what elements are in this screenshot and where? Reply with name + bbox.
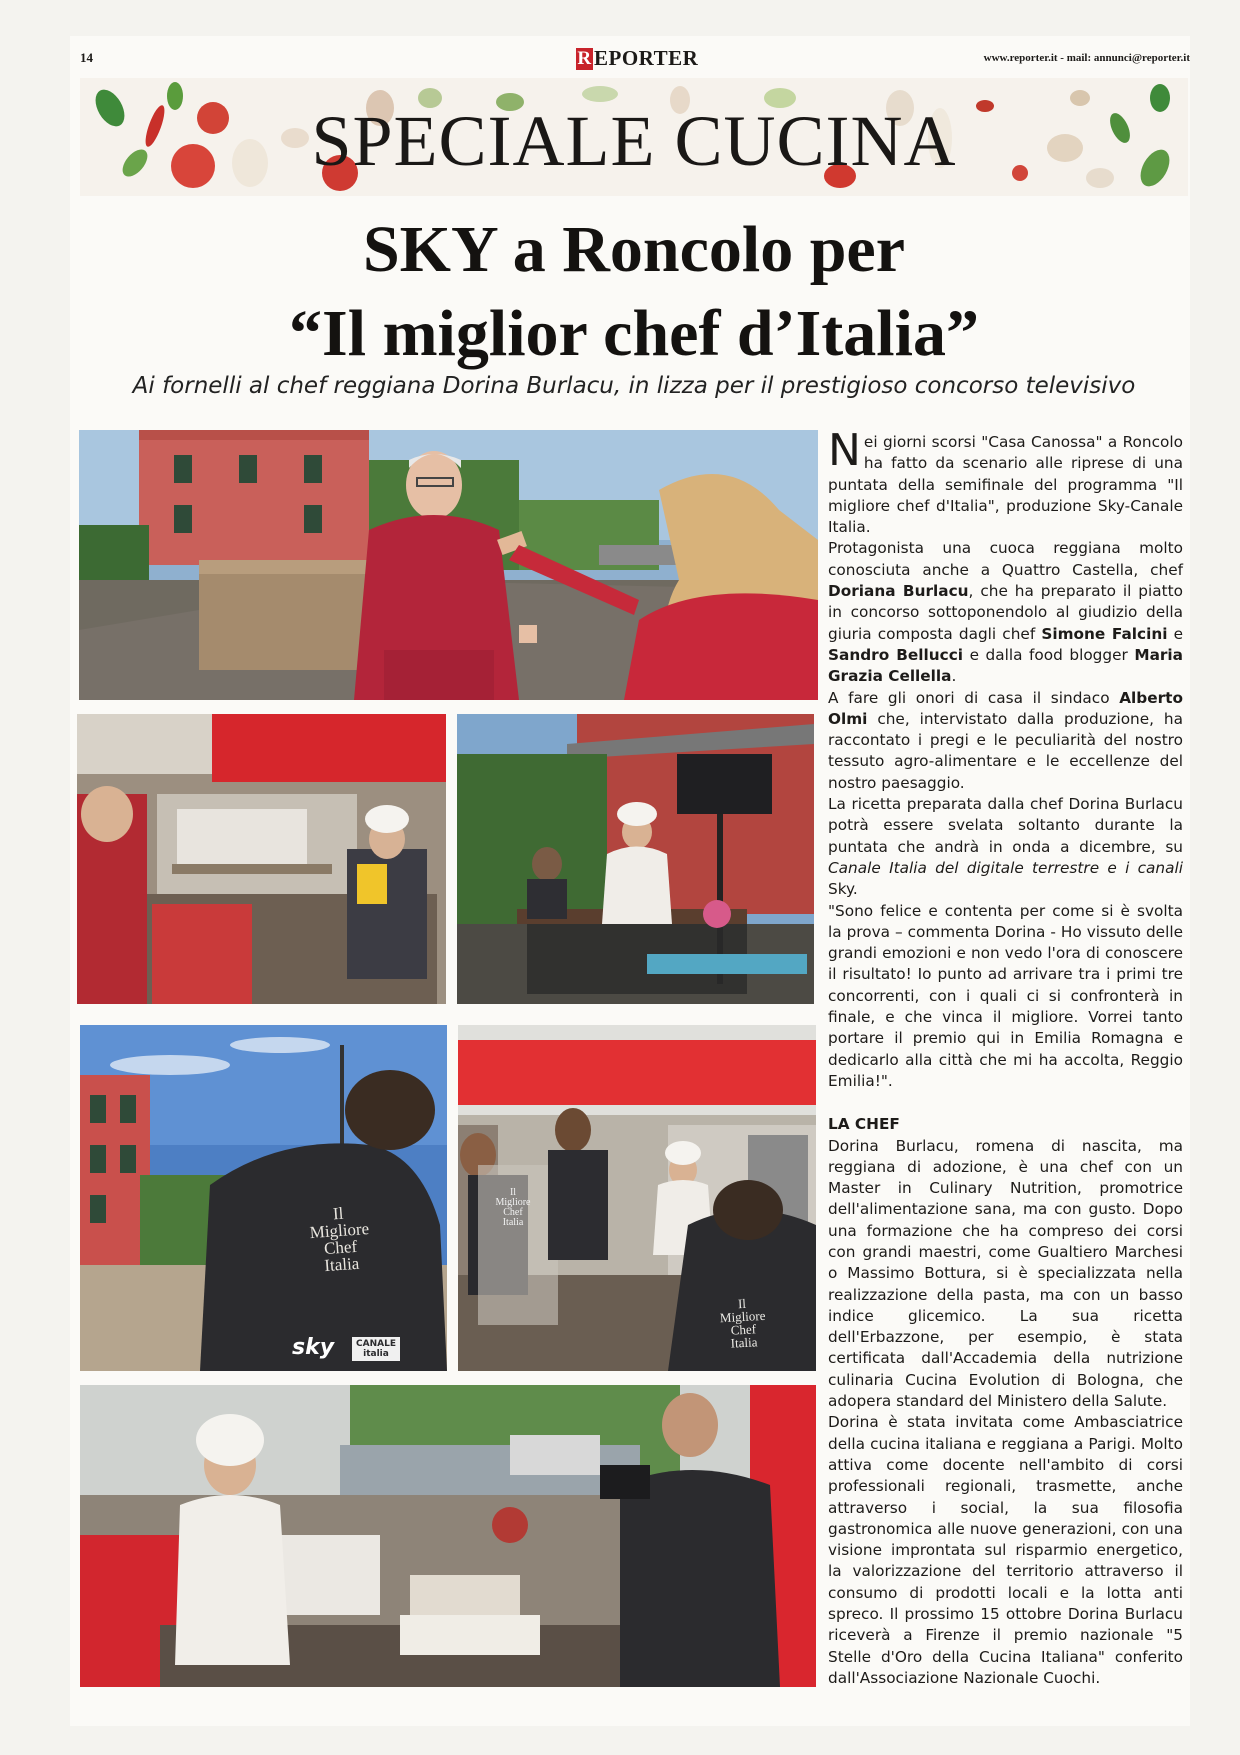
article-paragraph-6: Dorina Burlacu, romena di nascita, ma reggiana di adozione, è una chef con un Master in Culinary Nutrition, promotrice dell'alimentazione sana, ma con gusto. Dopo una formazione che ha compreso dei corsi con grandi maestri, come Gualtiero Marchesi o Massimo Bottura, si è specializzata nella realizzazione della pasta, ma con un basso indice glicemico. La sua ricetta dell'Erbazzone, per esempio, è stata certificata dall'Accademia della nutrizione culinaria Cucina Evolution di Bologna, che adopera standard del Ministero della Salute. (828, 1136, 1183, 1411)
photo-chef-outdoor-set (457, 714, 814, 1004)
article-body (828, 425, 1183, 1689)
photo-kitchen-prep (77, 714, 446, 1004)
section-banner (80, 78, 1188, 196)
drop-cap: N (828, 425, 861, 476)
sky-logo: sky (292, 1335, 335, 1360)
article-subheading: Ai fornelli al chef reggiana Dorina Burlacu, in lizza per il prestigioso concorso televisivo (132, 373, 1136, 399)
article-paragraph-2: Protagonista una cuoca reggiana molto conosciuta anche a Quattro Castella, chef Doriana Burlacu, che ha preparato il piatto in concorso sottoponendolo al giudizio della giuria composta dagli chef Simone Falcini e Sandro Bellucci e dalla food blogger Maria Grazia Cellella. (828, 539, 1183, 686)
tent-sign: Il Migliore Chef Italia (495, 1187, 531, 1228)
back-print: Il Migliore Chef Italia (719, 1295, 766, 1351)
photo-kitchen-filming (458, 1025, 816, 1371)
section-heading-la-chef: LA CHEF (828, 1115, 900, 1134)
page-header (80, 46, 1190, 72)
article-headline (80, 208, 1188, 376)
canale-italia-logo: CANALE italia (352, 1337, 400, 1361)
article-paragraph-5: "Sono felice e contenta per come si è svolta la prova – commenta Dorina - Ho vissuto delle grandi emozioni e non vedo l'ora di conoscere il risultato! Io punto ad arrivare tra i primi tre concorrenti, con i quali ci si confronterà in finale, e che vinca il migliore. Vorrei tanto portare il premio qui in Emilia Romagna e dedicarlo alla città che mi ha accolta, Reggio Emilia!". (828, 901, 1183, 1090)
masthead-initial: R (577, 47, 592, 69)
article-paragraph-7: Dorina è stata invitata come Ambasciatrice della cucina italiana e reggiana a Parigi. Molto attiva come docente nell'ambito di corsi professionali regionali, trasmette, anche attraverso i social, la sua filosofia gastronomica alle nuove generazioni, con una visione improntata sul risparmio energetico, la valorizzazione del territorio attraverso il consumo di prodotti locali e la lotta anti spreco. Il prossimo 15 ottobre Dorina Burlacu riceverà a Firenze il premio nazionale "5 Stelle d'Oro della Cucina Italiana" conferito dall'Associazione Nazionale Cuochi. (828, 1413, 1183, 1687)
photo-chef-cooking (80, 1385, 816, 1687)
masthead-logo (576, 46, 698, 71)
masthead-name: EPORTER (594, 46, 699, 70)
headline-line-1: SKY a Roncolo per (362, 213, 906, 286)
headline-line-2: “Il miglior chef d’Italia” (289, 297, 979, 370)
section-title: SPECIALE CUCINA (311, 101, 957, 181)
photo-crew-apron (80, 1025, 447, 1371)
article-paragraph-3: A fare gli onori di casa il sindaco Alberto Olmi che, intervistato dalla produzione, ha raccontato i pregi e le peculiarità del nostro tessuto agro-alimentare e le eccellenze del nostro paesaggio. (828, 688, 1183, 792)
apron-print: Il Migliore Chef Italia (309, 1203, 370, 1276)
photo-mayor-interview (79, 430, 818, 700)
page-number: 14 (80, 50, 93, 65)
header-contacts: www.reporter.it - mail: annunci@reporter.it (983, 52, 1190, 64)
article-paragraph-4: La ricetta preparata dalla chef Dorina Burlacu potrà essere svelata soltanto durante la puntata che andrà in onda a dicembre, su Canale Italia del digitale terrestre e i canali Sky. (828, 795, 1183, 899)
article-paragraph-1: Nei giorni scorsi "Casa Canossa" a Roncolo ha fatto da scenario alle riprese di una puntata della semifinale del programma "Il migliore chef d'Italia", produzione Sky-Canale Italia. (828, 425, 1183, 537)
